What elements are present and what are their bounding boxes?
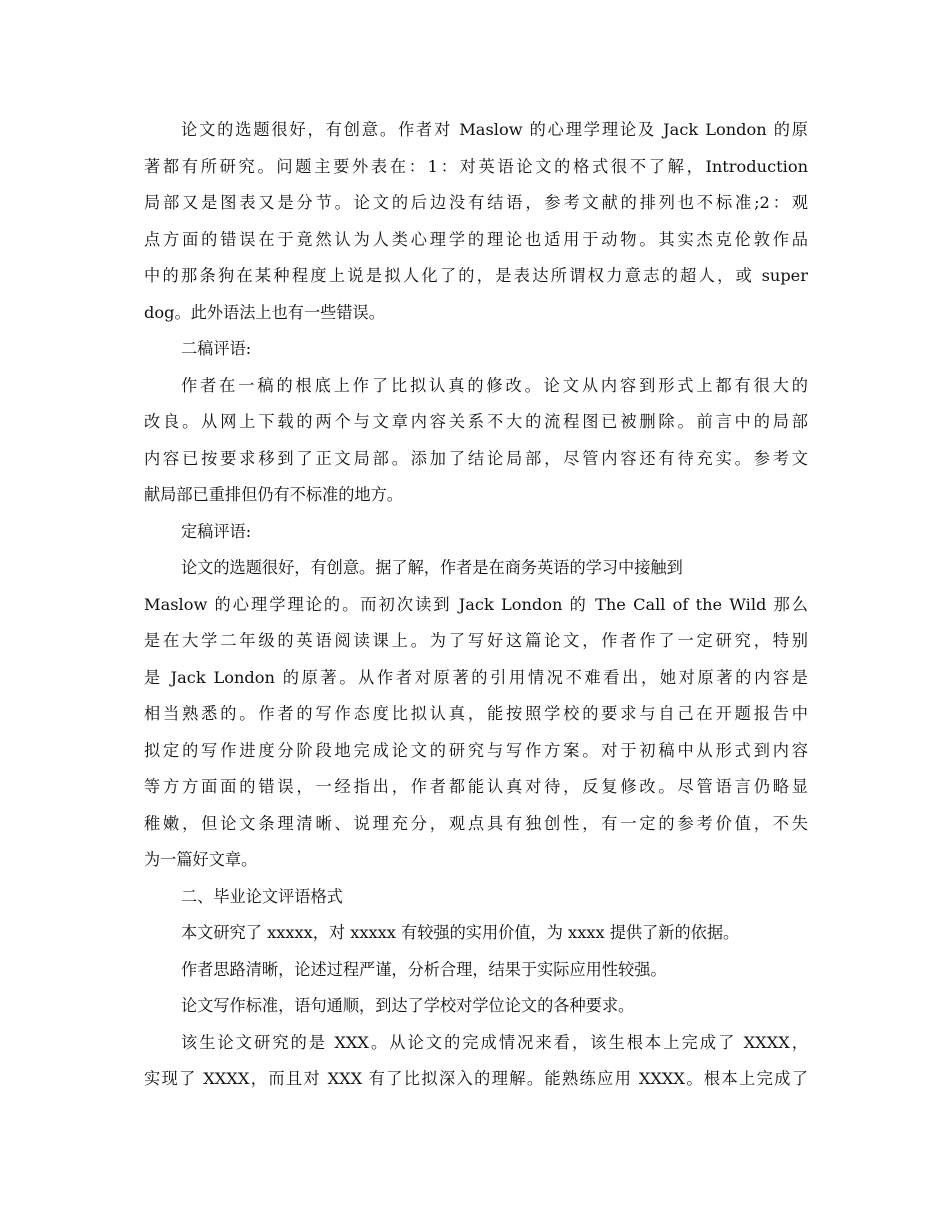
section-heading-format: 二、毕业论文评语格式 xyxy=(181,886,343,906)
paragraph-line: 作者思路清晰，论述过程严谨，分析合理，结果于实际应用性较强。 xyxy=(181,959,667,979)
paragraph-line: 中的那条狗在某种程度上说是拟人化了的，是表达所谓权力意志的超人，或 super xyxy=(144,266,808,285)
paragraph-line: 拟定的写作进度分阶段地完成论文的研究与写作方案。对于初稿中从形式到内容 xyxy=(144,740,808,760)
paragraph-line: 局部又是图表又是分节。论文的后边没有结语，参考文献的排列也不标准;2：观 xyxy=(144,193,808,212)
paragraph-line: 论文的选题很好，有创意。据了解，作者是在商务英语的学习中接触到 xyxy=(181,558,683,577)
section-heading-second-draft: 二稿评语: xyxy=(181,339,252,358)
paragraph-line: 内容已按要求移到了正文局部。添加了结论局部，尽管内容还有待充实。参考文 xyxy=(144,448,808,468)
document-body xyxy=(144,112,808,1098)
paragraph-line: 论文的选题很好，有创意。作者对 Maslow 的心理学理论及 Jack London 的原 xyxy=(181,120,808,139)
paragraph-line: 为一篇好文章。 xyxy=(144,850,258,869)
paragraph-line: 作者在一稿的根底上作了比拟认真的修改。论文从内容到形式上都有很大的 xyxy=(181,375,808,395)
paragraph-line: 是在大学二年级的英语阅读课上。为了写好这篇论文，作者作了一定研究，特别 xyxy=(144,631,808,650)
paragraph-line: 改良。从网上下载的两个与文章内容关系不大的流程图已被删除。前言中的局部 xyxy=(144,412,808,431)
paragraph-line: 是 Jack London 的原著。从作者对原著的引用情况不难看出，她对原著的内容是 xyxy=(144,667,808,687)
paragraph-line: 著都有所研究。问题主要外表在：1：对英语论文的格式很不了解，Introduction xyxy=(144,156,808,176)
paragraph-line: 等方方面面的错误，一经指出，作者都能认真对待，反复修改。尽管语言仍略显 xyxy=(144,777,808,796)
paragraph-line: 稚嫩，但论文条理清晰、说理充分，观点具有独创性，有一定的参考价值，不失 xyxy=(144,813,808,833)
paragraph-line: 实现了 XXXX，而且对 XXX 有了比拟深入的理解。能熟练应用 XXXX。根本上完成了 xyxy=(144,1069,808,1088)
paragraph-line: Maslow 的心理学理论的。而初次读到 Jack London 的 The Call of the Wild 那么 xyxy=(144,594,808,614)
paragraph-line: 该生论文研究的是 XXX。从论文的完成情况来看，该生根本上完成了 XXXX， xyxy=(181,1032,808,1052)
paragraph-line: 点方面的错误在于竟然认为人类心理学的理论也适用于动物。其实杰克伦敦作品 xyxy=(144,229,808,249)
paragraph-line: 献局部已重排但仍有不标准的地方。 xyxy=(144,485,403,504)
paragraph-line: 本文研究了 xxxxx，对 xxxxx 有较强的实用价值，为 xxxx 提供了新的依据。 xyxy=(181,923,740,942)
paragraph-line: 相当熟悉的。作者的写作态度比拟认真，能按照学校的要求与自己在开题报告中 xyxy=(144,704,808,723)
paragraph-line: 论文写作标准，语句通顺，到达了学校对学位论文的各种要求。 xyxy=(181,996,635,1015)
section-heading-final-draft: 定稿评语: xyxy=(181,521,252,541)
paragraph-line: dog。此外语法上也有一些错误。 xyxy=(144,302,385,322)
